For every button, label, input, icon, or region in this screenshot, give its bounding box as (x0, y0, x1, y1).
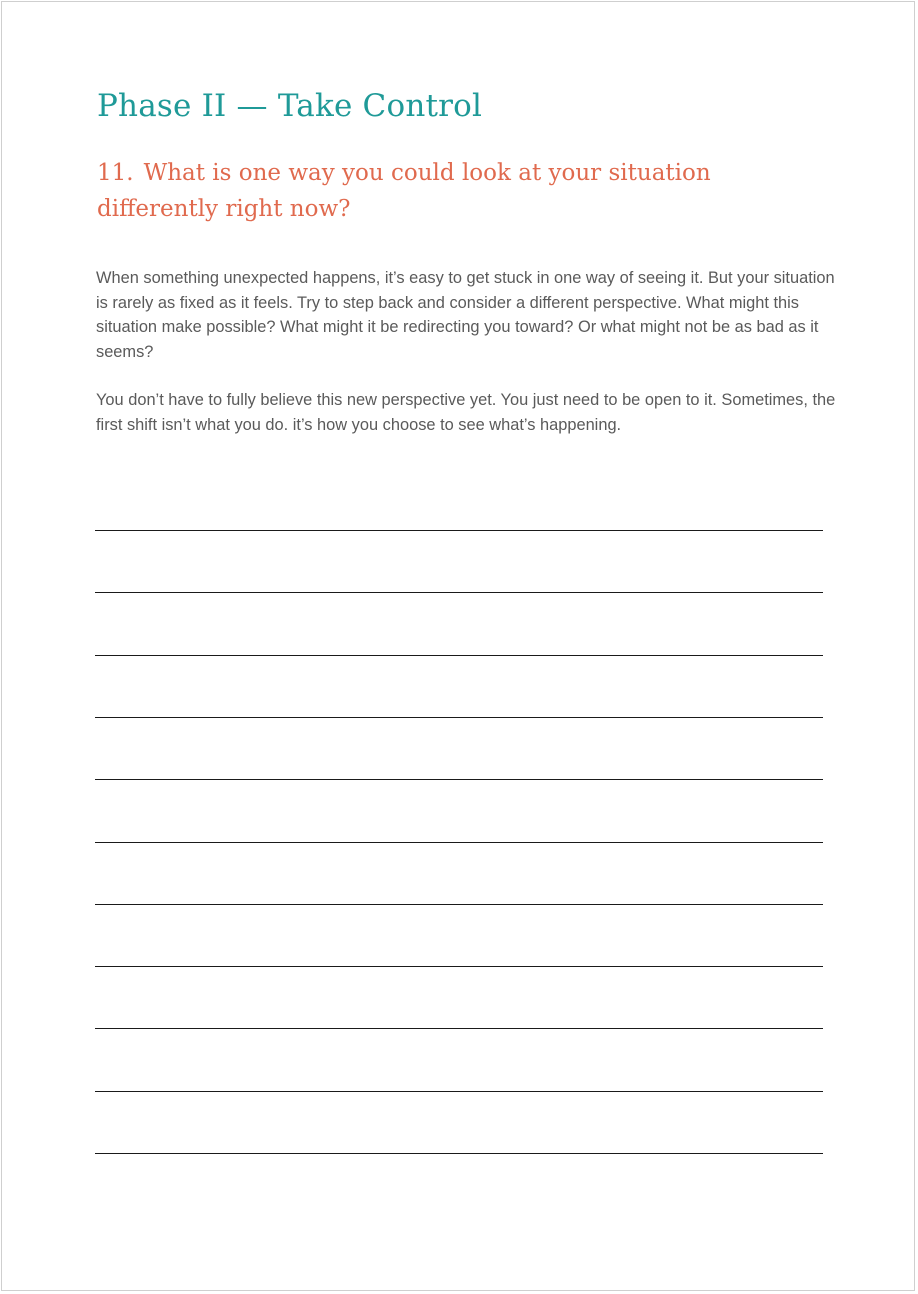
phase-title: Phase II — Take Control (97, 88, 483, 124)
writing-area[interactable] (95, 2, 823, 1290)
body-paragraph-2: You don’t have to fully believe this new perspective yet. You just need to be open to it. Sometimes, the first shift isn’t what you do. it’s how you choose to see what’s happening. (96, 391, 836, 434)
writing-line[interactable] (95, 842, 823, 843)
writing-line[interactable] (95, 904, 823, 905)
writing-line[interactable] (95, 592, 823, 593)
writing-line[interactable] (95, 1028, 823, 1029)
journal-page (1, 1, 915, 1291)
writing-line[interactable] (95, 966, 823, 967)
body-paragraph-1: When something unexpected happens, it’s easy to get stuck in one way of seeing it. But your situation is rarely as fixed as it feels. Try to step back and consider a different perspective. What might this situation make possible? What might it be redirecting you toward? Or what might not be as bad as it seems? (96, 269, 835, 361)
writing-line[interactable] (95, 779, 823, 780)
question-number: 11. (97, 160, 134, 186)
question-text: What is one way you could look at your situation differently right now? (97, 160, 711, 222)
writing-line[interactable] (95, 717, 823, 718)
writing-line[interactable] (95, 1091, 823, 1092)
writing-line[interactable] (95, 655, 823, 656)
writing-line[interactable] (95, 530, 823, 531)
writing-line[interactable] (95, 1153, 823, 1154)
